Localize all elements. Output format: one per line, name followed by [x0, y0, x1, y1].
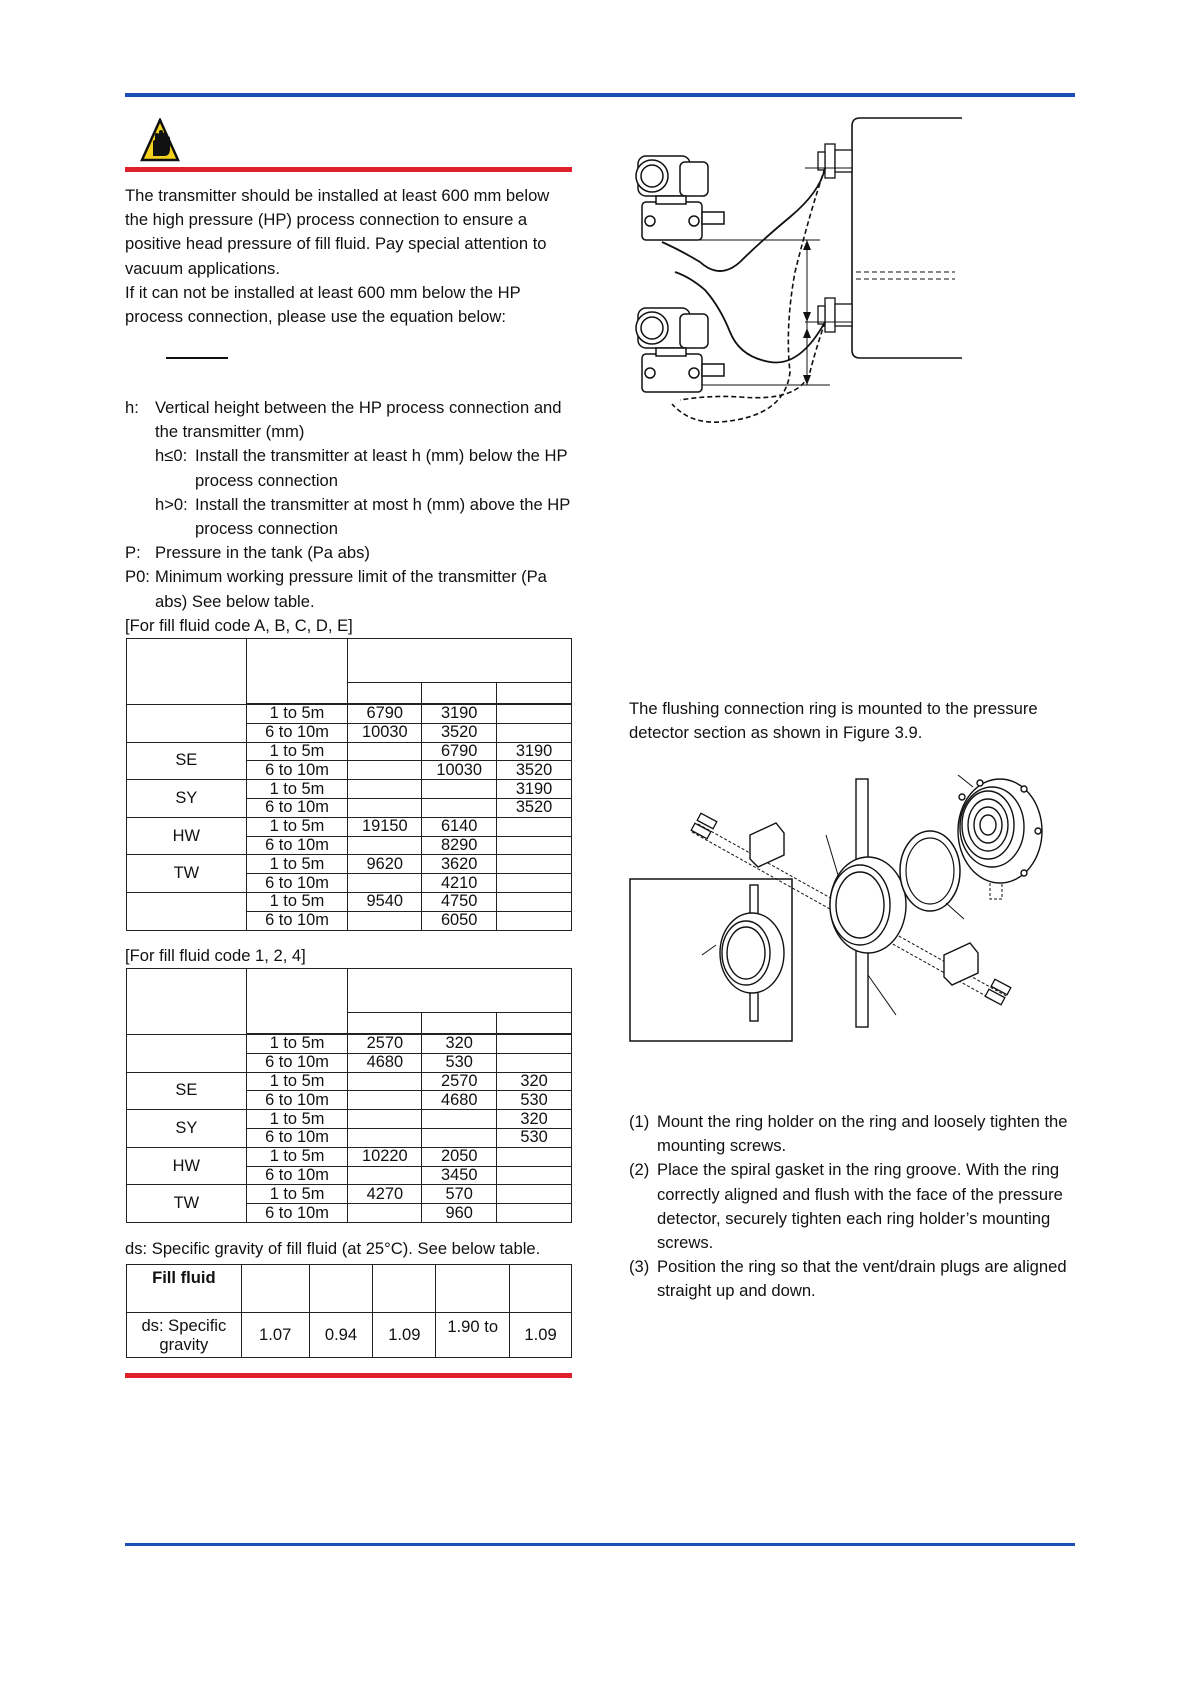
warning-top-rule — [125, 167, 572, 172]
table-header-cell — [348, 969, 572, 1013]
step-number: (1) — [629, 1112, 650, 1131]
pressure-value-cell: 4680 — [422, 1091, 497, 1110]
pressure-value-cell: 530 — [497, 1091, 572, 1110]
pressure-value-cell — [497, 1053, 572, 1072]
step-number: (2) — [629, 1160, 650, 1180]
pressure-value-cell: 960 — [422, 1204, 497, 1223]
table-body — [127, 1034, 572, 1222]
table-body — [127, 704, 572, 930]
step-item — [629, 1255, 1079, 1303]
pressure-value-cell — [348, 780, 422, 799]
pressure-value-cell — [422, 1128, 497, 1147]
pressure-value-cell — [348, 742, 422, 761]
capillary-length-cell: 1 to 5m — [246, 1110, 348, 1129]
pressure-value-cell — [497, 1147, 572, 1166]
pressure-value-cell — [348, 1091, 422, 1110]
specific-gravity-table — [126, 1264, 572, 1358]
capillary-length-cell: 6 to 10m — [246, 1204, 348, 1223]
capillary-length-cell: 1 to 5m — [246, 704, 348, 723]
pressure-value-cell: 10030 — [348, 723, 422, 742]
def-key-h: h: — [125, 398, 139, 417]
capillary-length-cell: 6 to 10m — [246, 911, 348, 930]
installation-diagram — [620, 112, 970, 437]
capillary-length-cell: 6 to 10m — [246, 836, 348, 855]
pressure-value-cell — [348, 911, 422, 930]
pressure-value-cell — [348, 1128, 422, 1147]
table-header-cell — [246, 639, 348, 705]
capillary-length-cell: 1 to 5m — [246, 1072, 348, 1091]
sg-header-row — [127, 1265, 572, 1313]
model-code-cell: HW — [127, 1147, 247, 1185]
pressure-table-1 — [126, 638, 572, 931]
pressure-value-cell — [497, 817, 572, 836]
table-header-cell — [422, 683, 497, 705]
table-row — [127, 855, 572, 874]
step-number: (3) — [629, 1257, 650, 1277]
header-rule — [125, 93, 1075, 97]
model-code-cell: TW — [127, 1185, 247, 1223]
capillary-length-cell: 6 to 10m — [246, 1091, 348, 1110]
mounting-steps — [629, 1110, 1079, 1304]
model-code-cell: SE — [127, 1072, 247, 1110]
model-code-cell: SY — [127, 780, 247, 818]
def-val-h-pos: Install the transmitter at most h (mm) above the HP process connection — [195, 494, 571, 539]
table-row — [127, 1072, 572, 1091]
capillary-length-cell: 6 to 10m — [246, 1128, 348, 1147]
table-header-cell — [246, 969, 348, 1035]
pressure-value-cell: 3450 — [422, 1166, 497, 1185]
capillary-length-cell: 1 to 5m — [246, 742, 348, 761]
capillary-length-cell: 1 to 5m — [246, 1147, 348, 1166]
warning-paragraph-1: The transmitter should be installed at least 600 mm below the high pressure (HP) process connection to ensure a positive head pressure of fill fluid. Pay special attention to vacuum applications. — [125, 186, 550, 278]
caution-hand-icon — [140, 118, 180, 162]
capillary-length-cell: 1 to 5m — [246, 855, 348, 874]
pressure-value-cell: 10220 — [348, 1147, 422, 1166]
model-code-cell — [127, 892, 247, 930]
pressure-value-cell — [422, 1110, 497, 1129]
table-header-cell — [127, 969, 247, 1035]
pressure-value-cell — [348, 761, 422, 780]
sg-header-cell — [373, 1265, 436, 1313]
capillary-length-cell: 6 to 10m — [246, 723, 348, 742]
def-key-h-pos: h>0: — [155, 494, 188, 514]
pressure-value-cell — [422, 798, 497, 817]
sg-value: 1.07 — [241, 1313, 309, 1358]
def-val-h-neg: Install the transmitter at least h (mm) below the HP process connection — [195, 446, 568, 490]
capillary-length-cell: 6 to 10m — [246, 798, 348, 817]
sg-value: 1.09 — [373, 1313, 436, 1358]
pressure-value-cell — [497, 836, 572, 855]
pressure-value-cell: 2050 — [422, 1147, 497, 1166]
model-code-cell — [127, 1034, 247, 1072]
pressure-value-cell: 6050 — [422, 911, 497, 930]
model-code-cell: HW — [127, 817, 247, 855]
pressure-value-cell: 320 — [497, 1110, 572, 1129]
sg-header-cell — [436, 1265, 510, 1313]
capillary-length-cell: 1 to 5m — [246, 780, 348, 799]
def-val-h: Vertical height between the HP process connection and the transmitter (mm) — [155, 398, 562, 442]
pressure-value-cell — [497, 911, 572, 930]
pressure-value-cell — [348, 1072, 422, 1091]
table-header-cell — [348, 683, 422, 705]
pressure-value-cell — [348, 1204, 422, 1223]
pressure-value-cell: 6790 — [422, 742, 497, 761]
sg-header-label: Fill fluid — [127, 1265, 242, 1313]
step-item — [629, 1158, 1079, 1255]
table-header-cell — [348, 1013, 422, 1035]
pressure-value-cell: 6140 — [422, 817, 497, 836]
sg-header-cell — [309, 1265, 373, 1313]
pressure-value-cell: 3520 — [497, 798, 572, 817]
table-header-row — [127, 639, 572, 683]
pressure-value-cell: 570 — [422, 1185, 497, 1204]
pressure-table-2 — [126, 968, 572, 1223]
pressure-value-cell — [497, 1185, 572, 1204]
table-row — [127, 1185, 572, 1204]
table-header-cell — [497, 683, 572, 705]
pressure-value-cell — [348, 1166, 422, 1185]
warning-bottom-rule — [125, 1373, 572, 1378]
pressure-value-cell: 19150 — [348, 817, 422, 836]
pressure-value-cell — [497, 1166, 572, 1185]
sg-value: 1.90 to — [436, 1313, 510, 1358]
table-header-cell — [422, 1013, 497, 1035]
pressure-value-cell — [497, 1204, 572, 1223]
def-val-p0: Minimum working pressure limit of the transmitter (Pa abs) See below table. — [155, 567, 547, 611]
model-code-cell: SE — [127, 742, 247, 780]
pressure-value-cell: 530 — [422, 1053, 497, 1072]
pressure-value-cell: 3520 — [422, 723, 497, 742]
pressure-value-cell: 4750 — [422, 892, 497, 911]
capillary-length-cell: 1 to 5m — [246, 1185, 348, 1204]
pressure-value-cell — [497, 855, 572, 874]
pressure-value-cell: 320 — [497, 1072, 572, 1091]
pressure-value-cell: 9620 — [348, 855, 422, 874]
capillary-length-cell: 6 to 10m — [246, 874, 348, 893]
warning-paragraph-2: If it can not be installed at least 600 mm below the HP process connection, please use the equation below: — [125, 282, 521, 327]
capillary-length-cell: 6 to 10m — [246, 1053, 348, 1072]
pressure-value-cell: 4270 — [348, 1185, 422, 1204]
pressure-value-cell — [497, 1034, 572, 1053]
equation-fraction-bar — [166, 357, 228, 359]
sg-row-label: ds: Specific gravity — [127, 1313, 242, 1358]
flushing-ring-diagram — [628, 775, 1048, 1045]
table-header-cell — [348, 639, 572, 683]
right-intro: The flushing connection ring is mounted to the pressure detector section as shown in Figure 3.9. — [629, 699, 1038, 743]
pressure-value-cell — [497, 874, 572, 893]
pressure-value-cell: 6790 — [348, 704, 422, 723]
def-key-p: P: — [125, 543, 141, 563]
pressure-value-cell: 3520 — [497, 761, 572, 780]
pressure-value-cell — [348, 798, 422, 817]
step-text: Position the ring so that the vent/drain plugs are aligned straight up and down. — [657, 1257, 1067, 1301]
def-key-p0: P0: — [125, 567, 150, 587]
table-header-cell — [497, 1013, 572, 1035]
ds-caption: ds: Specific gravity of fill fluid (at 25°C). See below table. — [125, 1239, 541, 1258]
table-row — [127, 892, 572, 911]
model-code-cell — [127, 704, 247, 742]
step-item — [629, 1110, 1079, 1158]
sg-value-row — [127, 1313, 572, 1358]
table-header-cell — [127, 639, 247, 705]
table1-caption: [For fill fluid code A, B, C, D, E] — [125, 616, 353, 635]
warning-text — [125, 184, 575, 329]
capillary-length-cell: 6 to 10m — [246, 761, 348, 780]
model-code-cell: SY — [127, 1110, 247, 1148]
pressure-value-cell: 320 — [422, 1034, 497, 1053]
pressure-value-cell: 8290 — [422, 836, 497, 855]
def-val-p: Pressure in the tank (Pa abs) — [155, 543, 370, 563]
table2-caption: [For fill fluid code 1, 2, 4] — [125, 946, 306, 965]
table-row — [127, 1034, 572, 1053]
table-header-row — [127, 969, 572, 1013]
pressure-value-cell: 4680 — [348, 1053, 422, 1072]
pressure-value-cell — [497, 892, 572, 911]
pressure-value-cell: 3190 — [497, 780, 572, 799]
definitions-list — [125, 396, 575, 614]
sg-header-cell — [241, 1265, 309, 1313]
table-row — [127, 704, 572, 723]
capillary-length-cell: 1 to 5m — [246, 892, 348, 911]
pressure-value-cell — [497, 704, 572, 723]
pressure-value-cell — [348, 1110, 422, 1129]
sg-value: 1.09 — [510, 1313, 572, 1358]
footer-rule — [125, 1543, 1075, 1546]
step-text: Mount the ring holder on the ring and loosely tighten the mounting screws. — [657, 1112, 1068, 1156]
pressure-value-cell — [348, 874, 422, 893]
pressure-value-cell: 2570 — [422, 1072, 497, 1091]
pressure-value-cell: 3620 — [422, 855, 497, 874]
pressure-value-cell: 9540 — [348, 892, 422, 911]
pressure-value-cell: 3190 — [497, 742, 572, 761]
table-row — [127, 1110, 572, 1129]
capillary-length-cell: 6 to 10m — [246, 1166, 348, 1185]
table-row — [127, 817, 572, 836]
table-row — [127, 1147, 572, 1166]
sg-header-cell — [510, 1265, 572, 1313]
pressure-value-cell: 3190 — [422, 704, 497, 723]
pressure-value-cell: 4210 — [422, 874, 497, 893]
table-row — [127, 742, 572, 761]
pressure-value-cell — [422, 780, 497, 799]
model-code-cell: TW — [127, 855, 247, 893]
pressure-value-cell: 10030 — [422, 761, 497, 780]
pressure-value-cell: 530 — [497, 1128, 572, 1147]
pressure-value-cell: 2570 — [348, 1034, 422, 1053]
capillary-length-cell: 1 to 5m — [246, 1034, 348, 1053]
pressure-value-cell — [348, 836, 422, 855]
step-text: Place the spiral gasket in the ring groove. With the ring correctly aligned and flush with the face of the pressure detector, securely tighten each ring holder’s mounting screws. — [657, 1160, 1063, 1253]
table-row — [127, 780, 572, 799]
pressure-value-cell — [497, 723, 572, 742]
def-key-h-neg: h≤0: — [155, 446, 188, 466]
capillary-length-cell: 1 to 5m — [246, 817, 348, 836]
sg-value: 0.94 — [309, 1313, 373, 1358]
